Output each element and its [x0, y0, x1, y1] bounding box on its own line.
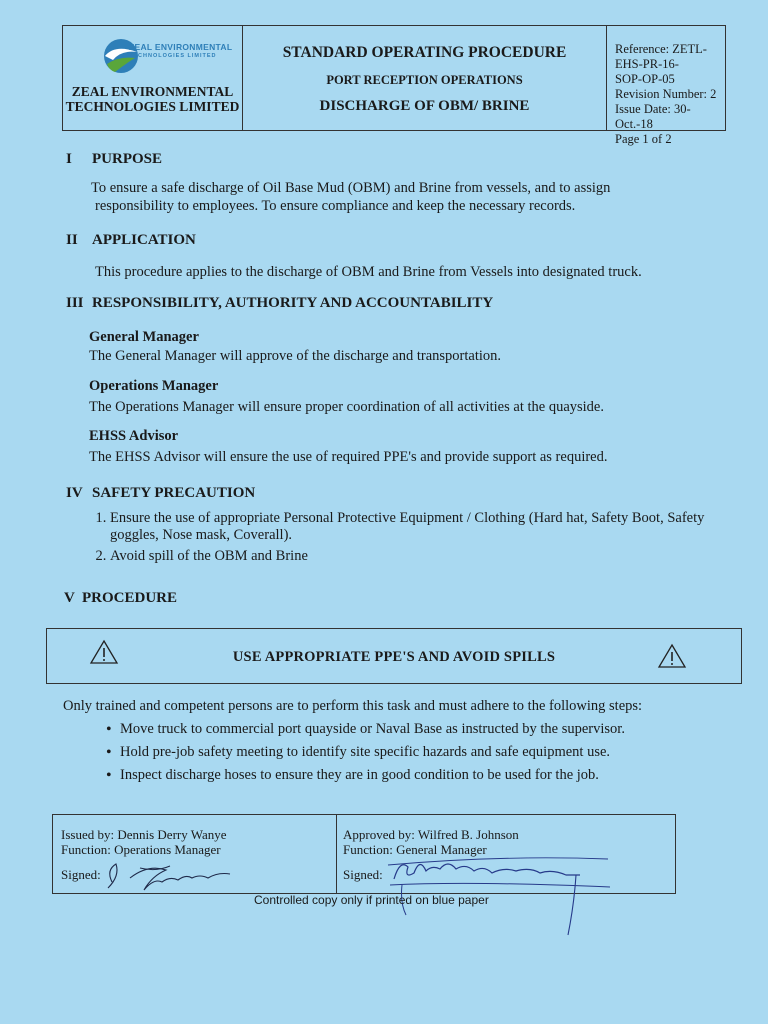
section-heading-application: II APPLICATION [66, 232, 196, 248]
controlled-copy-note: Controlled copy only if printed on blue paper [254, 893, 489, 907]
role-title: EHSS Advisor [89, 428, 179, 444]
revision-number: Revision Number: 2 [615, 87, 717, 101]
warning-text: USE APPROPRIATE PPE'S AND AVOID SPILLS [232, 649, 556, 665]
issue-date: Issue Date: 30-Oct.-18 [615, 102, 691, 131]
list-item: • Hold pre-job safety meeting to identify site specific hazards and safe equipment use. [120, 741, 740, 764]
logo-wordmark: ZEAL ENVIRONMENTAL TECHNOLOGIES LIMITED [129, 42, 233, 59]
document-title: DISCHARGE OF OBM/ BRINE [319, 98, 530, 114]
list-item: 1. Ensure the use of appropriate Personal Protective Equipment / Clothing (Hard hat, Safety Boot, Safety goggles, Nose mask, Coverall). [110, 510, 750, 544]
role-title: General Manager [89, 329, 199, 345]
list-item: • Move truck to commercial port quayside or Naval Base as instructed by the supervisor. [120, 718, 740, 741]
approved-function: Function: General Manager [343, 842, 487, 857]
list-item: • Inspect discharge hoses to ensure they are in good condition to be used for the job. [120, 764, 740, 787]
section-heading-safety: IV SAFETY PRECAUTION [66, 485, 256, 501]
issued-signed: Signed: [61, 867, 101, 882]
reference-number-cont: SOP-OP-05 [615, 72, 675, 86]
approved-by: Approved by: Wilfred B. Johnson [343, 827, 519, 842]
purpose-text: To ensure a safe discharge of Oil Base Mud (OBM) and Brine from vessels, and to assign responsibility to employees. To ensure compliance and keep the necessary records. [91, 180, 611, 214]
document-subtitle: PORT RECEPTION OPERATIONS [326, 73, 523, 87]
document-header [62, 25, 726, 146]
reference-number: Reference: ZETL-EHS-PR-16- [615, 42, 707, 71]
issued-by: Issued by: Dennis Derry Wanye [61, 827, 227, 842]
section-heading-procedure: V PROCEDURE [64, 590, 178, 606]
issued-function: Function: Operations Manager [61, 842, 221, 857]
approved-signed: Signed: [343, 867, 383, 882]
company-name: ZEAL ENVIRONMENTAL TECHNOLOGIES LIMITED [65, 84, 240, 114]
section-heading-purpose: I PURPOSE [66, 151, 163, 167]
role-description: The General Manager will approve of the discharge and transportation. [89, 348, 502, 364]
role-title: Operations Manager [89, 378, 219, 394]
issuer-signature [100, 848, 250, 894]
title-cell [243, 26, 607, 130]
section-heading-responsibility: III RESPONSIBILITY, AUTHORITY AND ACCOUNTABILITY [66, 295, 494, 311]
application-text: This procedure applies to the discharge of OBM and Brine from Vessels into designated truck. [95, 264, 642, 280]
list-item: 2. Avoid spill of the OBM and Brine [110, 548, 750, 565]
procedure-intro: Only trained and competent persons are to perform this task and must adhere to the following steps: [63, 698, 643, 714]
role-description: The EHSS Advisor will ensure the use of required PPE's and provide support as required. [89, 449, 608, 465]
safety-list [84, 510, 750, 569]
document-type: STANDARD OPERATING PROCEDURE [282, 44, 567, 61]
procedure-steps [106, 718, 740, 787]
warning-icon [657, 643, 687, 669]
warning-box [46, 628, 742, 684]
role-description: The Operations Manager will ensure proper coordination of all activities at the quayside. [89, 399, 604, 415]
reference-cell [607, 26, 725, 146]
page-number: Page 1 of 2 [615, 132, 672, 146]
company-cell [63, 26, 243, 130]
